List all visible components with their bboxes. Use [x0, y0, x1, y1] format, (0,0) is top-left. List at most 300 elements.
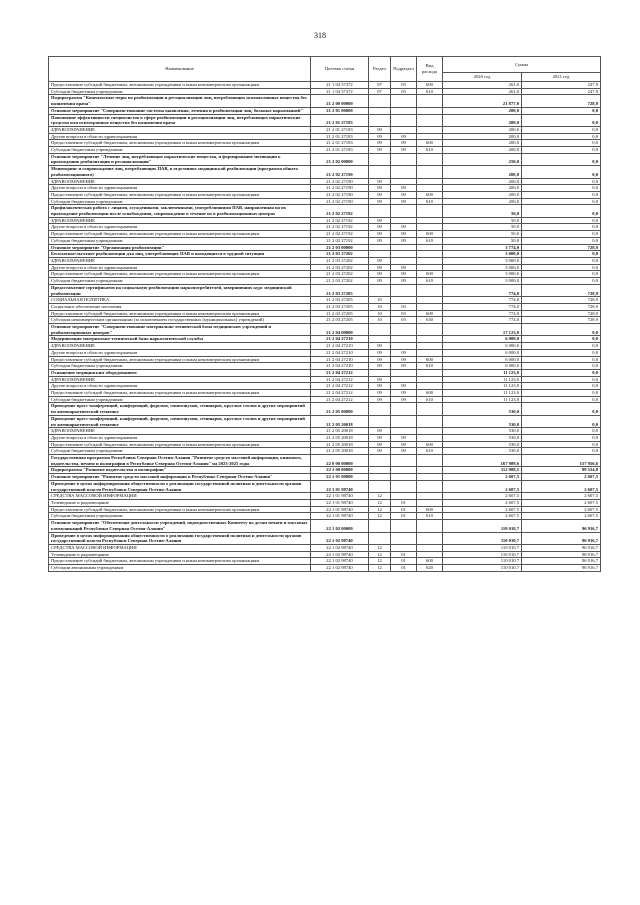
row-expense-type-cell — [417, 520, 443, 532]
row-code-cell: 21 2 02 27190 — [311, 166, 369, 178]
row-year1-cell: 11 123,0 — [443, 383, 522, 390]
row-year2-cell: 0,0 — [522, 264, 601, 271]
row-code-cell: 21 2 05 20018 — [311, 434, 369, 441]
row-name-cell: Социальное обеспечение населения — [49, 303, 311, 310]
row-expense-type-cell: 600 — [417, 191, 443, 198]
row-name-cell: Субсидии бюджетным учреждениям — [49, 198, 311, 205]
row-code-cell: 21 2 01 00000 — [311, 107, 369, 114]
row-subsection-cell — [391, 343, 417, 350]
row-year1-cell: 2 607,5 — [443, 474, 522, 481]
row-subsection-cell — [391, 95, 417, 107]
row-name-cell: Проведение пресс-конференций, конференций, форумов, симпозиумов, семинаров, круглых столов и других мероприятий по антинаркотической тематике — [49, 403, 311, 415]
row-code-cell: 21 2 04 27210 — [311, 363, 369, 370]
row-year1-cell: 110 010,7 — [443, 565, 522, 572]
row-section-cell: 09 — [369, 396, 391, 403]
row-subsection-cell: 01 — [391, 506, 417, 513]
table-row — [49, 343, 601, 350]
row-subsection-cell: 09 — [391, 231, 417, 238]
row-year1-cell: 200,0 — [443, 166, 522, 178]
row-name-cell: Предоставление субсидий бюджетным, автономным учреждениям и иным некоммерческим организациям — [49, 82, 311, 89]
row-expense-type-cell — [417, 324, 443, 336]
row-subsection-cell — [391, 284, 417, 296]
table-row — [49, 506, 601, 513]
row-expense-type-cell — [417, 205, 443, 217]
row-code-cell: 21 2 02 27190 — [311, 185, 369, 192]
row-subsection-cell: 09 — [391, 198, 417, 205]
row-year1-cell: 50,0 — [443, 224, 522, 231]
row-year1-cell: 774,0 — [443, 310, 522, 317]
header-subsection: Подраздел — [391, 57, 417, 82]
table-row — [49, 369, 601, 376]
row-expense-type-cell: 600 — [417, 82, 443, 89]
row-section-cell: 12 — [369, 500, 391, 507]
row-code-cell: 21 2 02 27192 — [311, 237, 369, 244]
row-section-cell: 10 — [369, 303, 391, 310]
row-subsection-cell — [391, 178, 417, 185]
row-code-cell: 21 2 02 27192 — [311, 205, 369, 217]
row-year2-cell: 0,0 — [522, 403, 601, 415]
row-section-cell: 09 — [369, 147, 391, 154]
row-subsection-cell — [391, 474, 417, 481]
row-year1-cell: 530,0 — [443, 434, 522, 441]
row-subsection-cell — [391, 455, 417, 467]
row-expense-type-cell — [417, 178, 443, 185]
row-subsection-cell: 09 — [391, 278, 417, 285]
row-year1-cell: 50,0 — [443, 237, 522, 244]
table-row — [49, 551, 601, 558]
row-expense-type-cell — [417, 403, 443, 415]
row-year2-cell: 0,0 — [522, 140, 601, 147]
row-name-cell: Субсидии бюджетным учреждениям — [49, 396, 311, 403]
row-section-cell: 10 — [369, 297, 391, 304]
row-subsection-cell — [391, 493, 417, 500]
row-year1-cell: 774,0 — [443, 297, 522, 304]
table-row — [49, 448, 601, 455]
table-row — [49, 257, 601, 264]
row-year2-cell: 0,0 — [522, 224, 601, 231]
row-year2-cell: 0,0 — [522, 217, 601, 224]
row-section-cell — [369, 153, 391, 165]
row-subsection-cell — [391, 297, 417, 304]
row-year2-cell: 728,9 — [522, 310, 601, 317]
row-code-cell: 21 2 02 27192 — [311, 224, 369, 231]
row-section-cell: 09 — [369, 231, 391, 238]
row-subsection-cell: 09 — [391, 349, 417, 356]
row-expense-type-cell — [417, 166, 443, 178]
row-subsection-cell: 09 — [391, 356, 417, 363]
row-year2-cell: 0,0 — [522, 336, 601, 343]
table-row — [49, 133, 601, 140]
row-name-cell: Оснащение медицинским оборудованием — [49, 369, 311, 376]
row-name-cell: Субсидии бюджетным учреждениям — [49, 88, 311, 95]
row-section-cell: 09 — [369, 237, 391, 244]
row-section-cell — [369, 369, 391, 376]
row-code-cell: 22 1 02 98740 — [311, 551, 369, 558]
row-name-cell: Субсидии бюджетным учреждениям — [49, 147, 311, 154]
row-section-cell: 09 — [369, 428, 391, 435]
row-section-cell: 09 — [369, 363, 391, 370]
row-year2-cell: 0,0 — [522, 278, 601, 285]
row-code-cell: 22 1 02 98740 — [311, 565, 369, 572]
row-section-cell — [369, 520, 391, 532]
row-year2-cell: 728,9 — [522, 303, 601, 310]
row-year2-cell: 0,0 — [522, 390, 601, 397]
row-subsection-cell: 09 — [391, 264, 417, 271]
row-year2-cell: 96 916,7 — [522, 558, 601, 565]
row-code-cell: 21 2 05 00000 — [311, 403, 369, 415]
row-expense-type-cell — [417, 133, 443, 140]
row-year1-cell: 110 010,7 — [443, 532, 522, 544]
row-expense-type-cell: 600 — [417, 506, 443, 513]
row-year1-cell: 200,0 — [443, 133, 522, 140]
row-section-cell: 09 — [369, 140, 391, 147]
row-name-cell: Предоставление субсидий бюджетным, автономным учреждениям и иным некоммерческим организациям — [49, 271, 311, 278]
row-subsection-cell — [391, 532, 417, 544]
row-code-cell: 21 2 01 27183 — [311, 114, 369, 126]
row-section-cell: 09 — [369, 278, 391, 285]
budget-table — [48, 56, 601, 572]
row-name-cell: Субсидии некоммерческим организациям (за исключением государственных (муниципальных) учреждений) — [49, 317, 311, 324]
table-row — [49, 513, 601, 520]
table-row — [49, 198, 601, 205]
row-year2-cell: 0,0 — [522, 178, 601, 185]
row-year2-cell: 0,0 — [522, 237, 601, 244]
table-row — [49, 493, 601, 500]
row-name-cell: Основное мероприятие "Развитие средств массовой информации в Республике Северная Осетия-Алания" — [49, 474, 311, 481]
row-name-cell: Проведение пресс-конференций, конференций, форумов, симпозиумов, семинаров, круглых столов и других мероприятий по антинаркотической тематике — [49, 415, 311, 427]
row-expense-type-cell — [417, 114, 443, 126]
row-code-cell: 21 2 03 27205 — [311, 317, 369, 324]
row-name-cell: Телевидение и радиовещание — [49, 551, 311, 558]
row-subsection-cell — [391, 251, 417, 258]
row-name-cell: Другие вопросы в области здравоохранения — [49, 264, 311, 271]
row-code-cell: 22 1 02 98740 — [311, 558, 369, 565]
table-row — [49, 284, 601, 296]
row-year2-cell: 0,0 — [522, 126, 601, 133]
row-year1-cell: 110 010,7 — [443, 558, 522, 565]
row-section-cell: 09 — [369, 191, 391, 198]
row-section-cell — [369, 251, 391, 258]
row-code-cell: 22 1 01 98740 — [311, 493, 369, 500]
row-name-cell: Другие вопросы в области здравоохранения — [49, 133, 311, 140]
row-section-cell: 07 — [369, 82, 391, 89]
row-name-cell: Проведение в целях информирования общественности о реализации государственной политики и деятельности органов государственной власти Республики Северная Осетия-Алания — [49, 480, 311, 492]
row-code-cell: 21 2 01 27183 — [311, 140, 369, 147]
row-subsection-cell: 01 — [391, 500, 417, 507]
row-subsection-cell — [391, 114, 417, 126]
table-row — [49, 126, 601, 133]
row-section-cell: 09 — [369, 217, 391, 224]
row-year2-cell: 0,0 — [522, 356, 601, 363]
table-row — [49, 500, 601, 507]
row-year1-cell: 6 000,0 — [443, 336, 522, 343]
row-section-cell: 09 — [369, 434, 391, 441]
table-row — [49, 231, 601, 238]
row-year2-cell: 0,0 — [522, 191, 601, 198]
row-name-cell: Профилактическая работа с лицами, осужденными, заключенными, употреблявшими ПАВ, направленная на их прохождение реабилитации после освобождения, сопровождение в течение их в реабилитационных центрах — [49, 205, 311, 217]
row-expense-type-cell — [417, 343, 443, 350]
table-row — [49, 153, 601, 165]
row-subsection-cell — [391, 376, 417, 383]
row-section-cell: 12 — [369, 565, 391, 572]
row-expense-type-cell: 600 — [417, 310, 443, 317]
row-name-cell: Другие вопросы в области здравоохранения — [49, 349, 311, 356]
row-subsection-cell: 09 — [391, 434, 417, 441]
table-row — [49, 558, 601, 565]
table-row — [49, 244, 601, 251]
row-expense-type-cell — [417, 428, 443, 435]
row-name-cell: Основное мероприятие "Совершенствование материально-технической базы медицинских учреждений и реабилитационных центров" — [49, 324, 311, 336]
row-year2-cell: 96 916,7 — [522, 520, 601, 532]
row-code-cell: 21 2 04 00000 — [311, 324, 369, 336]
row-year1-cell: 200,0 — [443, 191, 522, 198]
row-subsection-cell — [391, 403, 417, 415]
row-year2-cell: 728,9 — [522, 244, 601, 251]
row-year2-cell: 0,0 — [522, 343, 601, 350]
row-year1-cell: 110 010,7 — [443, 520, 522, 532]
row-code-cell: 21 2 04 27212 — [311, 396, 369, 403]
row-subsection-cell: 09 — [391, 390, 417, 397]
table-row — [49, 441, 601, 448]
row-year1-cell: 261,0 — [443, 88, 522, 95]
table-row — [49, 224, 601, 231]
row-section-cell: 09 — [369, 224, 391, 231]
row-section-cell: 09 — [369, 126, 391, 133]
table-row — [49, 376, 601, 383]
row-expense-type-cell — [417, 264, 443, 271]
row-code-cell: 21 2 05 20018 — [311, 441, 369, 448]
row-name-cell: Основное мероприятие "Организация реабилитации" — [49, 244, 311, 251]
row-code-cell: 21 2 02 27192 — [311, 217, 369, 224]
row-section-cell: 12 — [369, 558, 391, 565]
row-subsection-cell: 09 — [391, 147, 417, 154]
table-row — [49, 336, 601, 343]
row-expense-type-cell — [417, 493, 443, 500]
table-row — [49, 191, 601, 198]
row-year2-cell: 0,0 — [522, 349, 601, 356]
row-section-cell: 12 — [369, 506, 391, 513]
row-expense-type-cell: 600 — [417, 441, 443, 448]
row-name-cell: Субсидии бюджетным учреждениям — [49, 237, 311, 244]
row-subsection-cell: 09 — [391, 363, 417, 370]
row-name-cell: СРЕДСТВА МАССОВОЙ ИНФОРМАЦИИ — [49, 493, 311, 500]
row-name-cell: Другие вопросы в области здравоохранения — [49, 185, 311, 192]
row-section-cell: 09 — [369, 383, 391, 390]
row-year1-cell: 200,0 — [443, 198, 522, 205]
row-name-cell: ЗДРАВООХРАНЕНИЕ — [49, 257, 311, 264]
row-code-cell: 21 2 03 27202 — [311, 257, 369, 264]
row-subsection-cell: 09 — [391, 396, 417, 403]
row-subsection-cell — [391, 153, 417, 165]
table-row — [49, 205, 601, 217]
row-expense-type-cell — [417, 415, 443, 427]
table-row — [49, 185, 601, 192]
row-year2-cell: 0,0 — [522, 415, 601, 427]
row-year2-cell: 0,0 — [522, 198, 601, 205]
row-expense-type-cell — [417, 480, 443, 492]
row-subsection-cell: 09 — [391, 448, 417, 455]
row-expense-type-cell: 620 — [417, 565, 443, 572]
row-year1-cell: 110 010,7 — [443, 544, 522, 551]
row-code-cell: 21 2 00 00000 — [311, 95, 369, 107]
row-year1-cell: 200,0 — [443, 107, 522, 114]
row-year2-cell: 2 607,5 — [522, 474, 601, 481]
table-row — [49, 474, 601, 481]
row-name-cell: Субсидии бюджетным учреждениям — [49, 278, 311, 285]
row-year1-cell: 3 774,0 — [443, 244, 522, 251]
header-sum: Сумма — [443, 57, 601, 73]
row-year1-cell: 11 123,0 — [443, 376, 522, 383]
row-year1-cell: 6 000,0 — [443, 349, 522, 356]
row-code-cell: 21 2 01 27183 — [311, 126, 369, 133]
row-expense-type-cell: 610 — [417, 448, 443, 455]
table-row — [49, 88, 601, 95]
row-expense-type-cell — [417, 544, 443, 551]
table-row — [49, 520, 601, 532]
row-year2-cell: 0,0 — [522, 257, 601, 264]
row-code-cell: 21 2 02 00000 — [311, 153, 369, 165]
row-code-cell: 22 1 02 98740 — [311, 532, 369, 544]
row-name-cell: Предоставление субсидий бюджетным, автономным учреждениям и иным некоммерческим организациям — [49, 356, 311, 363]
row-year2-cell: 0,0 — [522, 271, 601, 278]
row-year2-cell: 2 607,5 — [522, 480, 601, 492]
row-section-cell — [369, 403, 391, 415]
row-year2-cell: 728,9 — [522, 317, 601, 324]
row-year1-cell: 3 000,0 — [443, 271, 522, 278]
row-name-cell: Модернизация материально-технической базы наркологической службы — [49, 336, 311, 343]
row-expense-type-cell — [417, 369, 443, 376]
row-name-cell: ЗДРАВООХРАНЕНИЕ — [49, 217, 311, 224]
row-expense-type-cell: 630 — [417, 317, 443, 324]
row-subsection-cell: 01 — [391, 565, 417, 572]
row-section-cell — [369, 284, 391, 296]
table-row — [49, 383, 601, 390]
table-row — [49, 363, 601, 370]
row-section-cell: 09 — [369, 185, 391, 192]
row-section-cell: 09 — [369, 376, 391, 383]
row-year2-cell: 96 916,7 — [522, 551, 601, 558]
row-section-cell — [369, 244, 391, 251]
row-year2-cell: 0,0 — [522, 166, 601, 178]
table-row — [49, 565, 601, 572]
row-name-cell: Субсидии бюджетным учреждениям — [49, 448, 311, 455]
row-subsection-cell: 01 — [391, 513, 417, 520]
row-year1-cell: 3 000,0 — [443, 251, 522, 258]
row-year2-cell: 728,9 — [522, 284, 601, 296]
row-year1-cell: 530,0 — [443, 428, 522, 435]
row-year2-cell: 0,0 — [522, 376, 601, 383]
table-row — [49, 178, 601, 185]
row-code-cell: 21 2 04 27210 — [311, 343, 369, 350]
row-year1-cell: 530,0 — [443, 441, 522, 448]
row-code-cell: 22 1 01 98740 — [311, 506, 369, 513]
row-section-cell: 09 — [369, 356, 391, 363]
row-subsection-cell: 09 — [391, 133, 417, 140]
row-subsection-cell — [391, 217, 417, 224]
row-name-cell: Предоставление субсидий бюджетным, автономным учреждениям и иным некоммерческим организациям — [49, 310, 311, 317]
row-year1-cell: 200,0 — [443, 178, 522, 185]
table-row — [49, 480, 601, 492]
table-row — [49, 95, 601, 107]
table-row — [49, 310, 601, 317]
row-name-cell: Другие вопросы в области здравоохранения — [49, 224, 311, 231]
row-section-cell: 09 — [369, 264, 391, 271]
row-expense-type-cell — [417, 251, 443, 258]
row-year2-cell: 96 916,7 — [522, 544, 601, 551]
row-name-cell: Субсидии автономным учреждениям — [49, 565, 311, 572]
row-year1-cell: 167 989,6 — [443, 455, 522, 467]
row-subsection-cell: 01 — [391, 558, 417, 565]
row-subsection-cell: 05 — [391, 88, 417, 95]
table-row — [49, 390, 601, 397]
row-subsection-cell — [391, 369, 417, 376]
row-code-cell: 21 2 03 27205 — [311, 303, 369, 310]
row-code-cell: 21 2 04 27212 — [311, 376, 369, 383]
row-section-cell: 09 — [369, 441, 391, 448]
row-year2-cell: 0,0 — [522, 153, 601, 165]
row-subsection-cell — [391, 544, 417, 551]
row-subsection-cell — [391, 520, 417, 532]
row-name-cell: Основное мероприятие "Лечение лиц, потребляющих наркотические вещества, и формирование мотивации к прохождению реабилитации и ресоциализации" — [49, 153, 311, 165]
row-section-cell — [369, 467, 391, 474]
row-subsection-cell: 09 — [391, 383, 417, 390]
row-expense-type-cell — [417, 455, 443, 467]
row-code-cell: 21 2 02 27190 — [311, 178, 369, 185]
row-year2-cell: 0,0 — [522, 396, 601, 403]
row-code-cell: 21 2 02 27190 — [311, 191, 369, 198]
row-name-cell: ЗДРАВООХРАНЕНИЕ — [49, 343, 311, 350]
row-subsection-cell: 03 — [391, 303, 417, 310]
table-row — [49, 403, 601, 415]
row-name-cell: Мониторинг и сопровождение лиц, потребляющих ПАВ, в отделениях медицинской реабилитации (программа общего реабилитационного) — [49, 166, 311, 178]
row-year1-cell: 3 000,0 — [443, 278, 522, 285]
row-code-cell: 22 1 01 98740 — [311, 480, 369, 492]
row-year2-cell: 728,9 — [522, 297, 601, 304]
row-year2-cell: 0,0 — [522, 448, 601, 455]
row-year1-cell: 261,0 — [443, 82, 522, 89]
row-subsection-cell: 05 — [391, 82, 417, 89]
row-section-cell: 09 — [369, 349, 391, 356]
row-name-cell: Другие вопросы в области здравоохранения — [49, 383, 311, 390]
row-expense-type-cell: 610 — [417, 88, 443, 95]
row-code-cell: 21 2 02 27190 — [311, 198, 369, 205]
row-name-cell: ЗДРАВООХРАНЕНИЕ — [49, 178, 311, 185]
row-year1-cell: 6 000,0 — [443, 363, 522, 370]
row-subsection-cell: 09 — [391, 237, 417, 244]
row-expense-type-cell — [417, 303, 443, 310]
row-code-cell: 21 2 02 27192 — [311, 231, 369, 238]
row-year1-cell: 250,0 — [443, 153, 522, 165]
row-code-cell: 21 1 04 57372 — [311, 82, 369, 89]
row-expense-type-cell: 600 — [417, 140, 443, 147]
row-section-cell — [369, 336, 391, 343]
table-row — [49, 107, 601, 114]
row-expense-type-cell: 600 — [417, 231, 443, 238]
table-row — [49, 237, 601, 244]
row-subsection-cell — [391, 244, 417, 251]
row-expense-type-cell — [417, 349, 443, 356]
row-section-cell: 09 — [369, 343, 391, 350]
row-section-cell: 09 — [369, 390, 391, 397]
row-year1-cell: 530,0 — [443, 415, 522, 427]
row-expense-type-cell — [417, 297, 443, 304]
table-row — [49, 140, 601, 147]
row-year2-cell: 0,0 — [522, 107, 601, 114]
row-year1-cell: 21 877,0 — [443, 95, 522, 107]
table-row — [49, 217, 601, 224]
row-year2-cell: 2 607,5 — [522, 493, 601, 500]
row-name-cell: Проведение в целях информирования общественности о реализации государственной политики и деятельности органов государственной власти Республики Северная Осетия-Алания — [49, 532, 311, 544]
